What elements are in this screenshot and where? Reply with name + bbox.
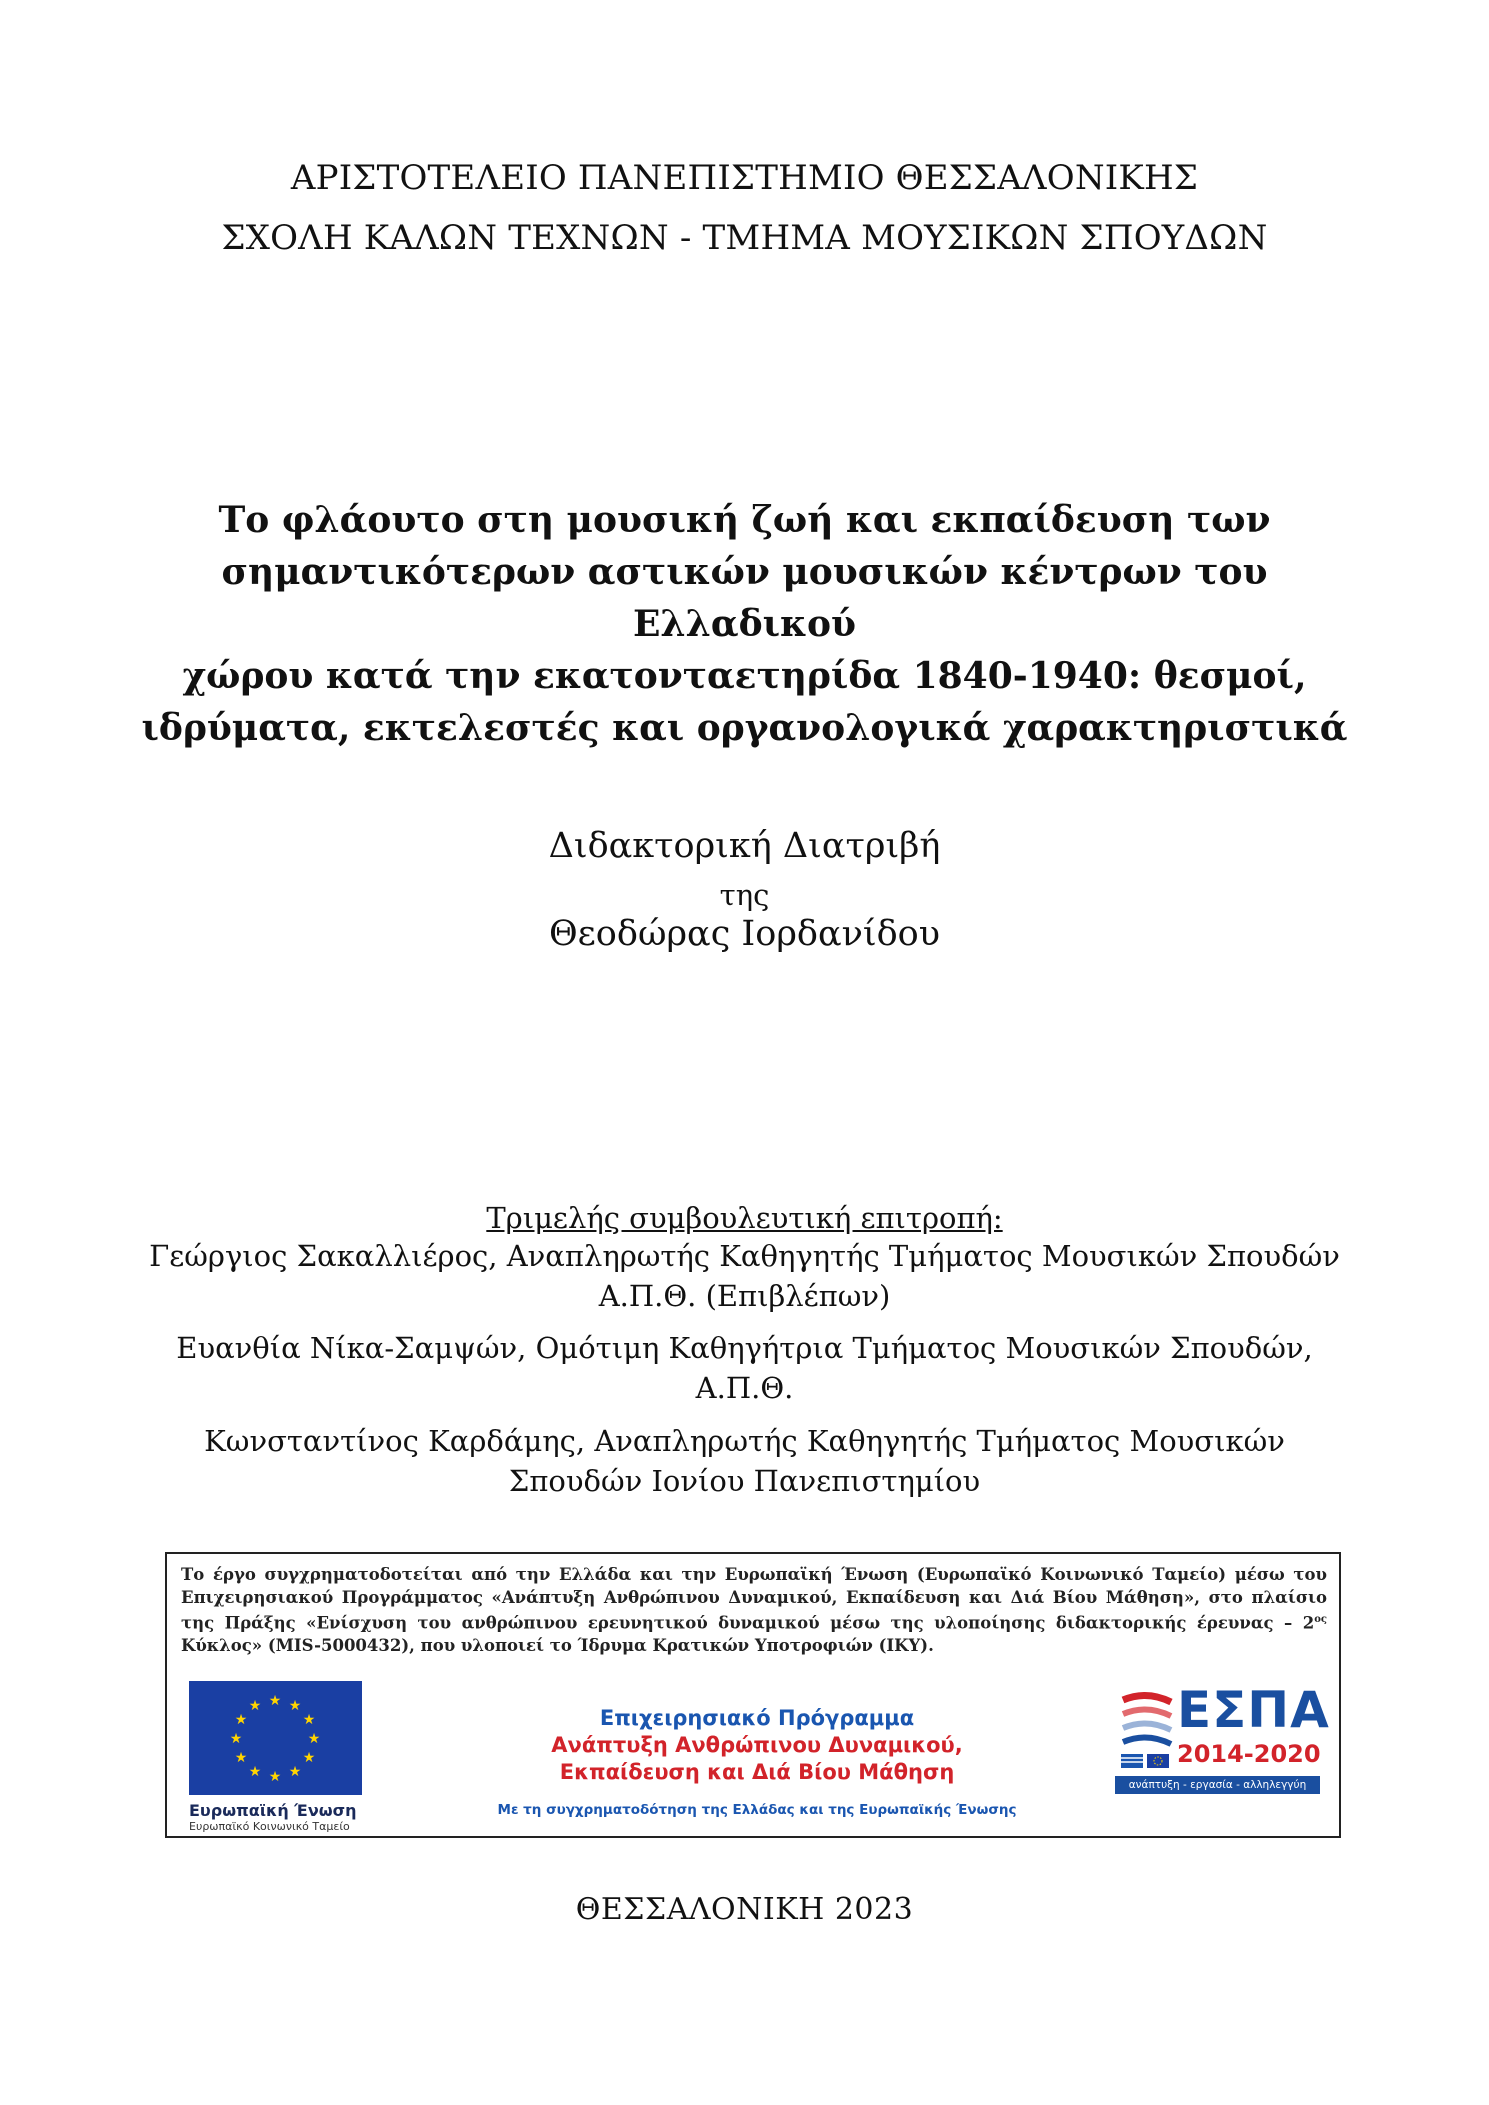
title-line: σημαντικότερων αστικών μουσικών κέντρων του Ελλαδικού xyxy=(221,551,1268,645)
funding-superscript: ος xyxy=(1314,1614,1327,1625)
funding-text-part: Το έργο συγχρηματοδοτείται από την Ελλάδα και την Ευρωπαϊκή Ένωση (Ευρωπαϊκό Κοινωνικό Ταμείο) μέσω του Επιχειρησιακού Προγράμματος «Ανάπτυξη Ανθρώπινου Δυναμικού, Εκπαίδευση και Διά Βίου Μάθηση», στο πλαίσιο της Πράξης «Ενίσχυση του ανθρώπινου ερευνητικού δυναμικού μέσω της υλοποίησης διδακτορικής έρευνας – 2 xyxy=(181,1565,1327,1633)
espa-word: ΕΣΠΑ xyxy=(1177,1681,1330,1739)
eu-flag-icon xyxy=(189,1681,362,1795)
espa-slogan: ανάπτυξη - εργασία - αλληλεγγύη xyxy=(1115,1776,1320,1794)
espa-wave-icon xyxy=(1117,1690,1175,1770)
svg-text:★: ★ xyxy=(234,1712,248,1728)
funding-statement xyxy=(181,1564,1327,1658)
committee-member-3 xyxy=(0,1421,1489,1501)
eu-stars-icon xyxy=(189,1681,362,1795)
thesis-title xyxy=(140,494,1349,754)
svg-text:★: ★ xyxy=(288,1764,302,1780)
title-line: ιδρύματα, εκτελεστές και οργανολογικά χαρακτηριστικά xyxy=(141,707,1348,749)
svg-text:★: ★ xyxy=(229,1731,243,1747)
program-cofunding-line: Με τη συγχρηματοδότηση της Ελλάδας και της Ευρωπαϊκής Ένωσης xyxy=(497,1802,1017,1818)
title-line: χώρου κατά την εκατονταετηρίδα 1840-1940: θεσμοί, xyxy=(182,655,1307,697)
program-line: Επιχειρησιακό Πρόγραμμα xyxy=(599,1706,915,1730)
svg-text:★: ★ xyxy=(302,1712,316,1728)
thesis-type: Διδακτορική Διατριβή xyxy=(548,826,941,866)
school-department: ΣΧΟΛΗ ΚΑΛΩΝ ΤΕΧΝΩΝ - ΤΜΗΜΑ ΜΟΥΣΙΚΩΝ ΣΠΟΥΔΩΝ xyxy=(221,218,1268,258)
committee-member-1 xyxy=(0,1236,1489,1316)
thesis-of: της xyxy=(719,878,770,912)
eu-label: Ευρωπαϊκή Ένωση xyxy=(189,1801,357,1820)
svg-text:★: ★ xyxy=(248,1764,262,1780)
committee-member-line: Γεώργιος Σακαλλιέρος, Αναπληρωτής Καθηγητής Τμήματος Μουσικών Σπουδών xyxy=(149,1239,1340,1273)
program-line: Ανάπτυξη Ανθρώπινου Δυναμικού, xyxy=(551,1733,963,1757)
committee-member-2 xyxy=(0,1328,1489,1408)
svg-text:★: ★ xyxy=(302,1750,316,1766)
svg-text:★: ★ xyxy=(268,1769,282,1785)
committee-member-line: Α.Π.Θ. (Επιβλέπων) xyxy=(598,1279,891,1313)
funding-text-part: Κύκλος» (MIS-5000432), που υλοποιεί το Ίδρυμα Κρατικών Υποτροφιών (ΙΚΥ). xyxy=(181,1636,934,1655)
svg-text:★: ★ xyxy=(307,1731,321,1747)
svg-text:★: ★ xyxy=(248,1698,262,1714)
committee-member-line: Α.Π.Θ. xyxy=(695,1371,794,1405)
university-name: ΑΡΙΣΤΟΤΕΛΕΙΟ ΠΑΝΕΠΙΣΤΗΜΙΟ ΘΕΣΣΑΛΟΝΙΚΗΣ xyxy=(290,158,1199,198)
thesis-author: Θεοδώρας Ιορδανίδου xyxy=(548,914,941,954)
eu-sublabel: Ευρωπαϊκό Κοινωνικό Ταμείο xyxy=(189,1820,350,1833)
committee-member-line: Κωνσταντίνος Καρδάμης, Αναπληρωτής Καθηγητής Τμήματος Μουσικών xyxy=(204,1424,1285,1458)
espa-years: 2014-2020 xyxy=(1177,1740,1321,1768)
funding-box xyxy=(165,1552,1341,1838)
committee-heading: Τριμελής συμβουλευτική επιτροπή: xyxy=(486,1201,1003,1235)
program-logo xyxy=(497,1704,1017,1818)
svg-text:★: ★ xyxy=(288,1698,302,1714)
committee-member-line: Σπουδών Ιονίου Πανεπιστημίου xyxy=(508,1464,981,1498)
svg-text:★: ★ xyxy=(268,1693,282,1709)
committee-member-line: Ευανθία Νίκα-Σαμψών, Ομότιμη Καθηγήτρια Τμήματος Μουσικών Σπουδών, xyxy=(176,1331,1313,1365)
city-year: ΘΕΣΣΑΛΟΝΙΚΗ 2023 xyxy=(575,1892,914,1927)
svg-text:★: ★ xyxy=(234,1750,248,1766)
title-line: Το φλάουτο στη μουσική ζωή και εκπαίδευση των xyxy=(218,499,1271,541)
eu-logo xyxy=(189,1681,369,1833)
program-line: Εκπαίδευση και Διά Βίου Μάθηση xyxy=(559,1760,955,1784)
